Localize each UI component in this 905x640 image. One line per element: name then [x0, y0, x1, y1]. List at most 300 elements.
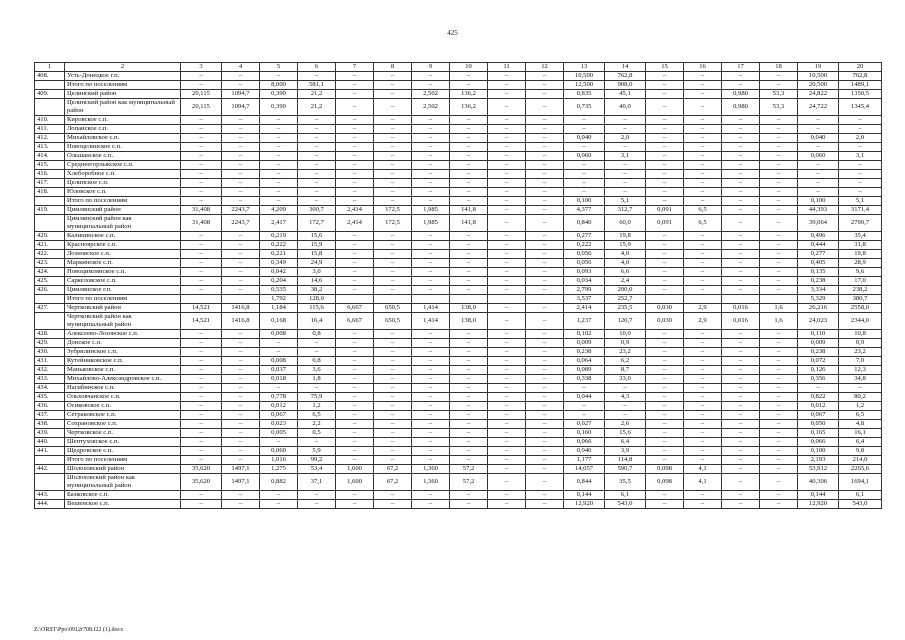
table-cell: 3171,4	[839, 206, 882, 215]
table-cell: –	[722, 411, 760, 420]
table-cell: –	[526, 206, 564, 215]
table-cell: –	[222, 420, 260, 429]
table-cell: 10,500	[798, 72, 839, 81]
table-cell: 1094,7	[222, 90, 260, 99]
table-cell: –	[222, 72, 260, 81]
table-cell: –	[374, 456, 412, 465]
table-cell: 6,5	[298, 411, 336, 420]
table-cell: 1,360	[412, 465, 450, 474]
table-cell: –	[450, 116, 488, 125]
table-cell: –	[412, 170, 450, 179]
table-cell: –	[336, 375, 374, 384]
table-cell: –	[564, 179, 605, 188]
table-cell: 0,012	[260, 402, 298, 411]
table-cell: 0,067	[260, 411, 298, 420]
table-cell: –	[684, 259, 722, 268]
table-cell: –	[450, 438, 488, 447]
table-cell: –	[760, 447, 798, 456]
table-cell: –	[336, 161, 374, 170]
table-cell	[222, 295, 260, 304]
table-cell: 6,4	[839, 438, 882, 447]
table-cell: 414.	[35, 152, 65, 161]
table-cell: –	[526, 143, 564, 152]
table-cell: –	[450, 384, 488, 393]
table-cell: 3,1	[839, 152, 882, 161]
table-cell: 419.	[35, 206, 65, 215]
table-cell: 57,2	[450, 465, 488, 474]
table-cell: –	[412, 286, 450, 295]
table-cell: 0,100	[798, 447, 839, 456]
table-cell: 0,444	[798, 241, 839, 250]
table-cell: 40,0	[605, 99, 646, 116]
table-cell: –	[222, 259, 260, 268]
table-cell: –	[722, 188, 760, 197]
table-cell: 3,1	[605, 152, 646, 161]
table-cell: –	[336, 286, 374, 295]
table-cell: 35,620	[181, 474, 222, 491]
table-cell: –	[605, 170, 646, 179]
column-header: 2	[65, 63, 181, 72]
table-cell: –	[760, 250, 798, 259]
table-cell: –	[222, 179, 260, 188]
table-cell: –	[760, 491, 798, 500]
table-cell: –	[181, 250, 222, 259]
table-cell: 417.	[35, 179, 65, 188]
table-cell: –	[412, 491, 450, 500]
table-cell	[181, 295, 222, 304]
table-cell: 0,100	[564, 197, 605, 206]
table-cell: Зубрилинское с.п.	[65, 348, 181, 357]
table-cell: 2,414	[564, 304, 605, 313]
table-cell: Алексеево-Лозовское с.п.	[65, 330, 181, 339]
table-cell: –	[722, 116, 760, 125]
table-cell: –	[336, 268, 374, 277]
table-cell: Итого по поселениям	[65, 295, 181, 304]
table-cell: –	[412, 250, 450, 259]
table-cell: –	[336, 250, 374, 259]
table-row	[35, 438, 882, 447]
table-cell: –	[684, 277, 722, 286]
table-cell: –	[646, 402, 684, 411]
table-cell: 0,093	[564, 268, 605, 277]
table-cell: –	[412, 330, 450, 339]
table-cell: –	[298, 500, 336, 509]
table-cell: –	[722, 465, 760, 474]
table-cell: –	[526, 348, 564, 357]
table-cell: –	[488, 268, 526, 277]
table-cell: –	[298, 143, 336, 152]
table-cell: –	[646, 134, 684, 143]
table-cell: –	[222, 366, 260, 375]
table-cell: –	[564, 161, 605, 170]
table-cell: –	[412, 375, 450, 384]
table-cell: –	[798, 116, 839, 125]
table-cell: –	[336, 188, 374, 197]
table-cell: –	[488, 81, 526, 90]
table-cell: –	[450, 170, 488, 179]
table-cell: –	[450, 143, 488, 152]
table-cell: –	[488, 348, 526, 357]
table-cell: 0,160	[564, 429, 605, 438]
table-cell: –	[722, 125, 760, 134]
table-cell: –	[646, 116, 684, 125]
table-cell: 136,2	[450, 90, 488, 99]
table-cell: 1,177	[564, 456, 605, 465]
table-cell: –	[526, 429, 564, 438]
table-cell: –	[839, 179, 882, 188]
table-cell: –	[684, 188, 722, 197]
table-cell: –	[722, 250, 760, 259]
table-cell: 1,184	[260, 304, 298, 313]
table-cell: –	[181, 134, 222, 143]
table-cell: –	[412, 277, 450, 286]
table-cell: –	[374, 447, 412, 456]
table-cell: Цимлянское г.п.	[65, 286, 181, 295]
table-cell: 0,018	[260, 375, 298, 384]
table-cell: 0,9	[605, 339, 646, 348]
table-cell: 6,4	[605, 438, 646, 447]
table-cell: –	[336, 81, 374, 90]
table-cell	[35, 215, 65, 232]
table-cell: –	[181, 429, 222, 438]
table-cell: –	[526, 99, 564, 116]
table-cell: –	[488, 188, 526, 197]
table-cell: –	[181, 232, 222, 241]
table-cell: –	[374, 268, 412, 277]
table-cell: –	[488, 232, 526, 241]
table-cell: 1,8	[298, 375, 336, 384]
table-cell: 39,064	[798, 215, 839, 232]
table-cell: 238,2	[839, 286, 882, 295]
table-cell: 0,221	[260, 250, 298, 259]
table-cell: –	[488, 215, 526, 232]
table-cell: 138,0	[450, 313, 488, 330]
column-header: 5	[260, 63, 298, 72]
table-cell: 0,405	[798, 259, 839, 268]
table-cell: –	[684, 90, 722, 99]
table-cell: –	[412, 152, 450, 161]
table-cell: 2243,7	[222, 215, 260, 232]
table-cell: –	[374, 393, 412, 402]
table-cell: –	[760, 456, 798, 465]
table-cell: –	[646, 277, 684, 286]
table-cell: –	[760, 366, 798, 375]
table-cell: –	[760, 339, 798, 348]
table-cell: –	[839, 125, 882, 134]
table-cell: –	[488, 125, 526, 134]
table-cell: –	[181, 125, 222, 134]
table-cell: –	[488, 402, 526, 411]
column-header: 7	[336, 63, 374, 72]
table-cell: –	[374, 348, 412, 357]
table-cell	[646, 295, 684, 304]
table-cell: Новоцимлянское с.п.	[65, 268, 181, 277]
table-cell: 1497,1	[222, 474, 260, 491]
table-cell: Юловское с.п.	[65, 188, 181, 197]
table-cell: –	[374, 277, 412, 286]
table-cell: –	[488, 99, 526, 116]
column-header: 1	[35, 63, 65, 72]
table-cell: Маньковское с.п.	[65, 366, 181, 375]
table-cell: –	[298, 197, 336, 206]
table-cell: –	[450, 491, 488, 500]
table-cell: –	[722, 420, 760, 429]
table-cell: –	[646, 152, 684, 161]
table-cell: –	[526, 447, 564, 456]
table-cell: –	[222, 286, 260, 295]
table-cell: –	[760, 259, 798, 268]
table-cell: –	[488, 429, 526, 438]
table-cell: –	[722, 491, 760, 500]
table-cell: –	[488, 375, 526, 384]
table-cell: 0,165	[798, 429, 839, 438]
table-cell: 26,216	[798, 304, 839, 313]
table-cell: –	[450, 456, 488, 465]
table-cell: –	[488, 438, 526, 447]
table-cell: 0,840	[564, 215, 605, 232]
table-cell: Щедровское с.п.	[65, 447, 181, 456]
table-cell: –	[412, 447, 450, 456]
table-cell: 31,408	[181, 215, 222, 232]
footer-file-path: Z:\ORST\Ppo\0912r708.f22 (1).docx	[34, 627, 124, 633]
table-cell: 0,219	[260, 232, 298, 241]
table-cell: –	[488, 134, 526, 143]
table-cell: –	[412, 393, 450, 402]
column-header: 18	[760, 63, 798, 72]
table-cell: –	[722, 143, 760, 152]
table-cell: –	[222, 143, 260, 152]
table-cell: 0,102	[564, 330, 605, 339]
table-cell: –	[605, 402, 646, 411]
table-cell: –	[374, 357, 412, 366]
table-cell: 413.	[35, 143, 65, 152]
table-cell: –	[646, 72, 684, 81]
table-cell: –	[646, 375, 684, 384]
table-cell: 14,521	[181, 313, 222, 330]
table-cell: 2,414	[336, 206, 374, 215]
table-cell: –	[336, 197, 374, 206]
table-cell: 1489,1	[839, 81, 882, 90]
table-cell: –	[488, 259, 526, 268]
table-cell: –	[374, 99, 412, 116]
table-cell: –	[526, 474, 564, 491]
table-cell: –	[684, 402, 722, 411]
table-cell: 0,037	[260, 366, 298, 375]
table-cell: 2,9	[684, 313, 722, 330]
table-cell: 2,6	[605, 420, 646, 429]
table-cell: –	[412, 500, 450, 509]
table-row	[35, 420, 882, 429]
table-cell: –	[222, 393, 260, 402]
table-cell: 424.	[35, 268, 65, 277]
table-cell: –	[222, 232, 260, 241]
table-cell: –	[181, 81, 222, 90]
table-cell: –	[336, 259, 374, 268]
table-cell: 33,0	[605, 375, 646, 384]
table-cell: –	[684, 116, 722, 125]
table-cell: –	[564, 116, 605, 125]
table-cell: –	[526, 277, 564, 286]
table-cell: 23,2	[839, 348, 882, 357]
table-cell: 14,521	[181, 304, 222, 313]
table-cell: 0,238	[564, 348, 605, 357]
table-cell: –	[260, 500, 298, 509]
table-cell: –	[374, 411, 412, 420]
table-cell: 19,8	[839, 250, 882, 259]
table-cell: 2,0	[839, 134, 882, 143]
table-cell: –	[760, 277, 798, 286]
table-cell: 762,8	[839, 72, 882, 81]
table-cell: 408.	[35, 72, 65, 81]
table-cell: –	[646, 90, 684, 99]
table-cell: 1,237	[564, 313, 605, 330]
table-cell: 34,8	[839, 375, 882, 384]
table-cell: 3,6	[298, 366, 336, 375]
table-cell: –	[839, 116, 882, 125]
table-cell: –	[450, 277, 488, 286]
table-cell: –	[450, 420, 488, 429]
table-cell: –	[684, 429, 722, 438]
table-cell: 80,2	[839, 393, 882, 402]
table-cell: Ольховчанское с.п.	[65, 393, 181, 402]
table-cell: –	[564, 384, 605, 393]
table-cell: –	[298, 170, 336, 179]
table-cell: –	[488, 304, 526, 313]
table-cell: –	[298, 348, 336, 357]
table-cell: –	[298, 152, 336, 161]
table-cell: –	[374, 438, 412, 447]
table-cell: 4,377	[564, 206, 605, 215]
table-cell: 2,9	[684, 304, 722, 313]
table-cell: 650,5	[374, 313, 412, 330]
table-row	[35, 330, 882, 339]
table-cell: 60,0	[605, 215, 646, 232]
table-cell: 443.	[35, 491, 65, 500]
table-cell: 412.	[35, 134, 65, 143]
table-cell: –	[260, 134, 298, 143]
table-cell: –	[298, 134, 336, 143]
table-cell: –	[260, 125, 298, 134]
table-cell: –	[181, 456, 222, 465]
table-cell: 0,034	[564, 277, 605, 286]
table-cell: 0,089	[564, 366, 605, 375]
table-cell: 75,9	[298, 393, 336, 402]
table-cell: –	[222, 241, 260, 250]
table-cell: 908,0	[605, 81, 646, 90]
table-cell: 6,5	[839, 411, 882, 420]
table-cell: –	[526, 357, 564, 366]
table-cell: –	[181, 152, 222, 161]
table-cell: –	[450, 125, 488, 134]
table-cell	[374, 295, 412, 304]
table-cell: Лопанское с.п.	[65, 125, 181, 134]
table-cell: –	[450, 188, 488, 197]
table-row	[35, 134, 882, 143]
table-cell: –	[646, 429, 684, 438]
table-cell: –	[722, 259, 760, 268]
table-cell: –	[760, 375, 798, 384]
table-cell: –	[450, 500, 488, 509]
table-cell	[526, 295, 564, 304]
table-cell: 8,000	[260, 81, 298, 90]
table-cell: 1,792	[260, 295, 298, 304]
table-cell: 12,500	[564, 81, 605, 90]
table-cell: 312,7	[605, 206, 646, 215]
table-cell: –	[181, 179, 222, 188]
table-row	[35, 295, 882, 304]
table-cell: –	[450, 134, 488, 143]
table-cell: Кировское с.п.	[65, 116, 181, 125]
table-cell: –	[181, 241, 222, 250]
table-cell: –	[684, 250, 722, 259]
table-cell: 38,2	[298, 286, 336, 295]
table-cell: –	[839, 384, 882, 393]
table-row	[35, 215, 882, 232]
table-cell: –	[760, 241, 798, 250]
table-cell: –	[646, 188, 684, 197]
table-cell: –	[450, 357, 488, 366]
table-cell: –	[722, 161, 760, 170]
table-cell: 45,1	[605, 90, 646, 99]
table-cell: –	[798, 143, 839, 152]
table-cell: –	[336, 393, 374, 402]
table-cell: –	[374, 116, 412, 125]
table-cell: –	[488, 393, 526, 402]
table-cell: –	[181, 170, 222, 179]
table-cell: Нагибинское с.п.	[65, 384, 181, 393]
table-cell: –	[450, 366, 488, 375]
table-cell: –	[336, 348, 374, 357]
table-cell: 0,9	[839, 339, 882, 348]
table-cell: 9,8	[839, 447, 882, 456]
table-cell: –	[605, 179, 646, 188]
page-number: 425	[447, 29, 458, 37]
table-cell: 20,115	[181, 90, 222, 99]
table-cell: 6,5	[684, 215, 722, 232]
table-row	[35, 465, 882, 474]
table-cell: 136,2	[450, 99, 488, 116]
table-cell: 12,3	[839, 366, 882, 375]
table-cell: 6,667	[336, 304, 374, 313]
table-cell: –	[181, 402, 222, 411]
table-cell: –	[374, 366, 412, 375]
table-cell: –	[722, 277, 760, 286]
table-cell: –	[722, 197, 760, 206]
table-cell: –	[181, 330, 222, 339]
table-cell: –	[412, 72, 450, 81]
table-row	[35, 304, 882, 313]
table-cell: –	[260, 179, 298, 188]
table-cell: –	[684, 134, 722, 143]
table-cell: –	[722, 366, 760, 375]
table-cell: 16,4	[298, 313, 336, 330]
table-cell: –	[298, 125, 336, 134]
table-cell: 2344,0	[839, 313, 882, 330]
table-cell: –	[412, 456, 450, 465]
table-cell: 0,060	[798, 152, 839, 161]
table-cell: 2558,0	[839, 304, 882, 313]
table-cell: –	[181, 116, 222, 125]
table-cell: 3,9	[605, 447, 646, 456]
table-cell: –	[374, 420, 412, 429]
table-cell: –	[526, 90, 564, 99]
table-cell: –	[488, 465, 526, 474]
table-cell: 99,2	[298, 456, 336, 465]
table-cell: 115,6	[298, 304, 336, 313]
table-cell: –	[760, 134, 798, 143]
table-cell: –	[605, 143, 646, 152]
table-cell: 4,1	[684, 474, 722, 491]
